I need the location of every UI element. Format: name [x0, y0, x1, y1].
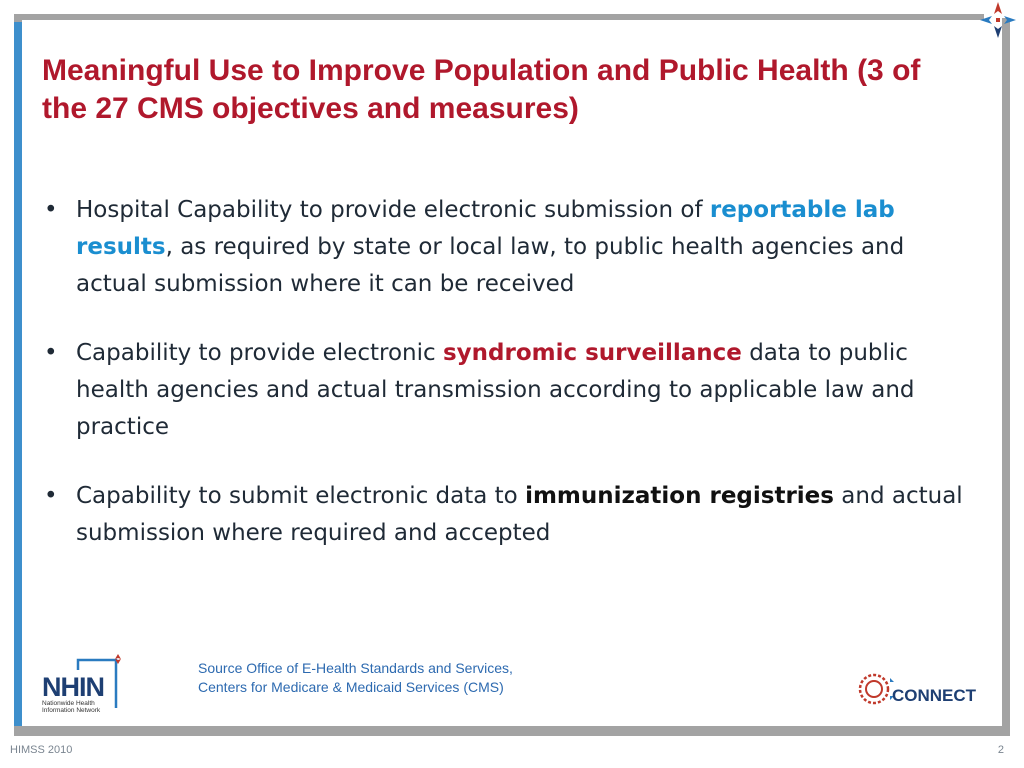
nhin-logo [38, 650, 134, 714]
source-line-1: Source Office of E-Health Standards and Services, [198, 660, 513, 676]
bullet-item-lab-results [42, 192, 982, 303]
bullet-glyph: • [44, 340, 58, 366]
bullet-text-post: , as required by state or local law, to public health agencies and actual submission where it can be received [76, 234, 905, 297]
connect-logo [856, 668, 986, 710]
bullet-text-pre: Capability to provide electronic [76, 340, 443, 366]
nhin-subtitle: Nationwide Health Information Network [42, 700, 101, 714]
bullet-item-immunization-registries [42, 478, 982, 552]
bullet-item-syndromic-surveillance [42, 335, 982, 446]
footer-page-number: 2 [997, 744, 1004, 756]
bullet-highlight: syndromic surveillance [442, 340, 742, 366]
source-citation [198, 659, 618, 697]
bullet-text-pre: Hospital Capability to provide electronic submission of [76, 197, 710, 223]
bullet-text-post: data to public health agencies and actual transmission according to applicable law and practice [76, 340, 915, 440]
slide-title: Meaningful Use to Improve Population and Public Health (3 of the 27 CMS objectives and measures) [42, 54, 921, 125]
bullet-text-pre: Capability to submit electronic data to [76, 483, 526, 509]
frame-right-border [1002, 18, 1010, 736]
nhin-wordmark: NHIN [42, 672, 104, 702]
bullet-highlight: reportable lab results [76, 197, 895, 260]
bullet-text-post: and actual submission where required and accepted [76, 483, 963, 546]
bullet-list [42, 192, 982, 584]
frame-bottom-border [14, 726, 1010, 736]
connect-wordmark: CONNECT [892, 686, 977, 705]
footer-event: HIMSS 2010 [10, 744, 73, 756]
bullet-highlight: immunization registries [525, 483, 834, 509]
connect-swirl-icon [856, 668, 896, 710]
frame-left-accent [14, 22, 22, 726]
bullet-glyph: • [44, 197, 58, 223]
star-arrows-icon [978, 0, 1018, 40]
frame-top-border [14, 14, 984, 20]
source-line-2: Centers for Medicare & Medicaid Services (CMS) [198, 679, 504, 695]
bullet-glyph: • [44, 483, 58, 509]
